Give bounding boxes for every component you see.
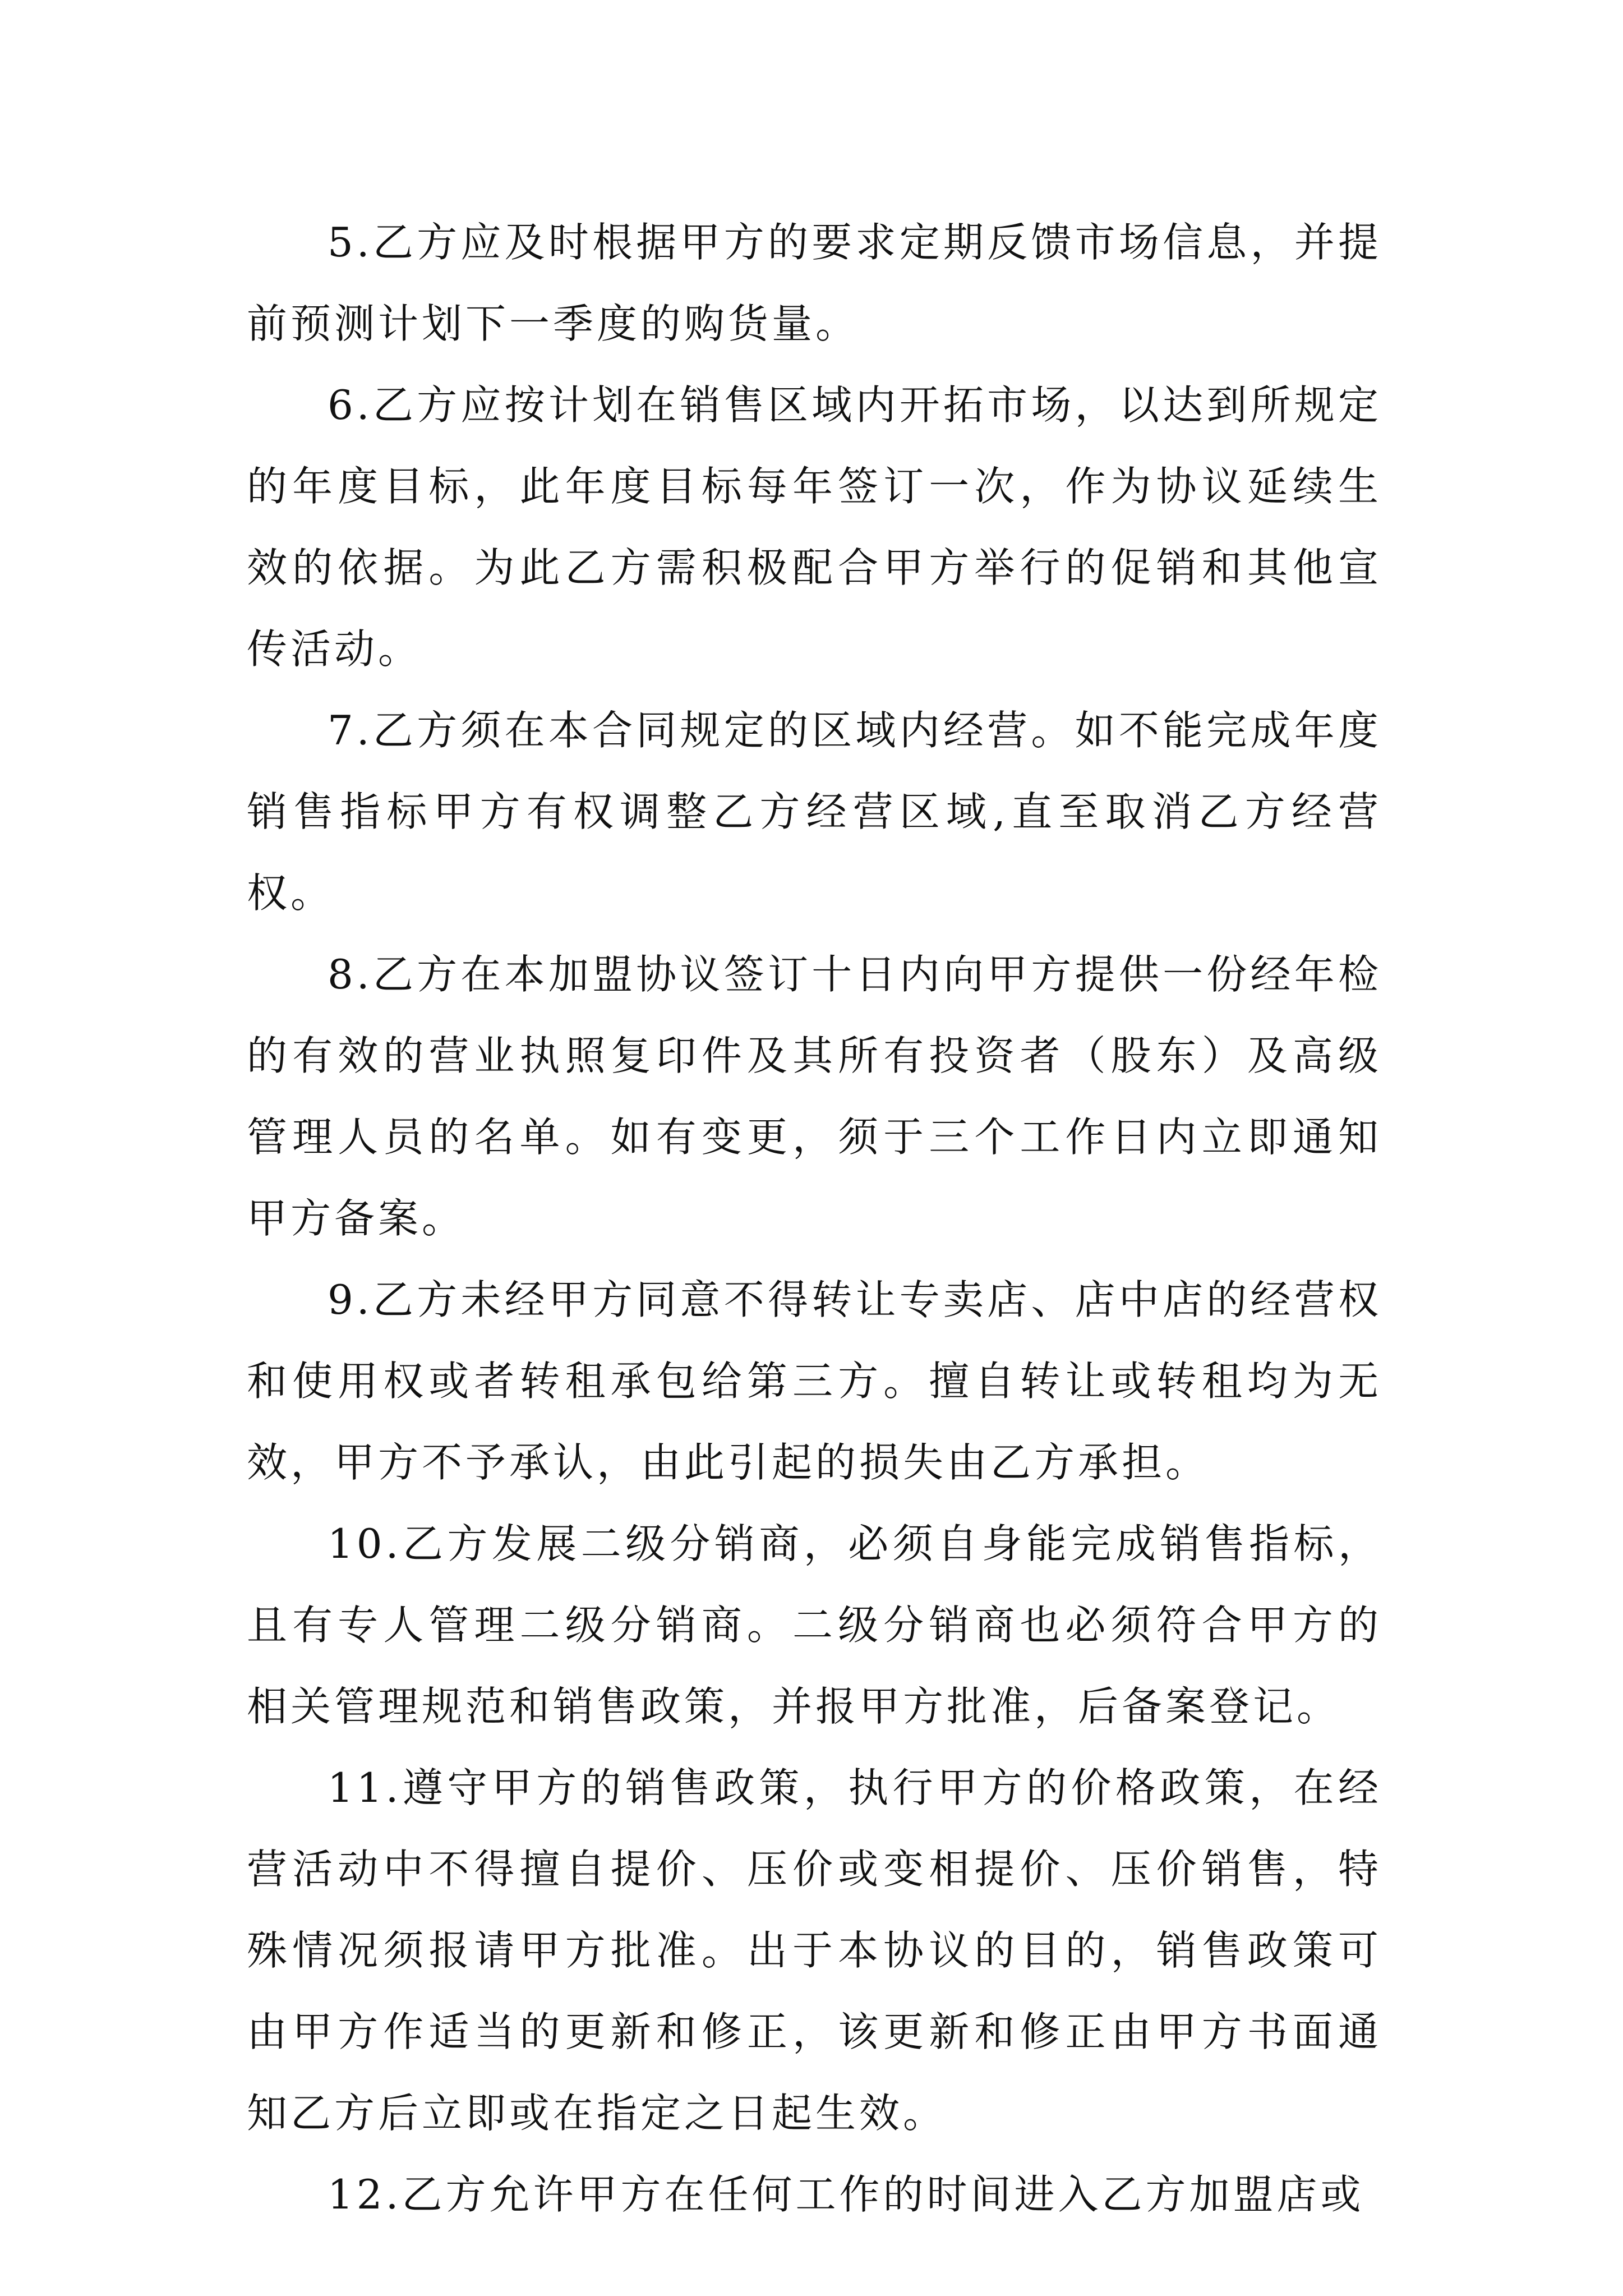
clause-12: 12.乙方允许甲方在任何工作的时间进入乙方加盟店或 xyxy=(328,2171,1364,2218)
clause-6: 6.乙方应按计划在销售区域内开拓市场，以达到所规定的年度目标，此年度目标每年签订一次，作为协议延续生效的依据。为此乙方需积极配合甲方举行的促销和其他宣传活动。 xyxy=(247,381,1382,673)
clause-8: 8.乙方在本加盟协议签订十日内向甲方提供一份经年检的有效的营业执照复印件及其所有投资者（股东）及高级管理人员的名单。如有变更，须于三个工作日内立即通知甲方备案。 xyxy=(247,951,1382,1242)
clause-10: 10.乙方发展二级分销商，必须自身能完成销售指标，且有专人管理二级分销商。二级分销商也必须符合甲方的相关管理规范和销售政策，并报甲方批准，后备案登记。 xyxy=(247,1520,1382,1730)
clause-7: 7.乙方须在本合同规定的区域内经营。如不能完成年度销售指标甲方有权调整乙方经营区域,直至取消乙方经营权。 xyxy=(247,707,1382,917)
document-body xyxy=(247,202,1382,2235)
clause-5: 5.乙方应及时根据甲方的要求定期反馈市场信息，并提前预测计划下一季度的购货量。 xyxy=(247,219,1382,347)
clause-9: 9.乙方未经甲方同意不得转让专卖店、店中店的经营权和使用权或者转租承包给第三方。擅自转让或转租均为无效，甲方不予承认，由此引起的损失由乙方承担。 xyxy=(247,1276,1382,1486)
clause-11: 11.遵守甲方的销售政策，执行甲方的价格政策，在经营活动中不得擅自提价、压价或变相提价、压价销售，特殊情况须报请甲方批准。出于本协议的目的，销售政策可由甲方作适当的更新和修正，该更新和修正由甲方书面通知乙方后立即或在指定之日起生效。 xyxy=(247,1764,1382,2137)
